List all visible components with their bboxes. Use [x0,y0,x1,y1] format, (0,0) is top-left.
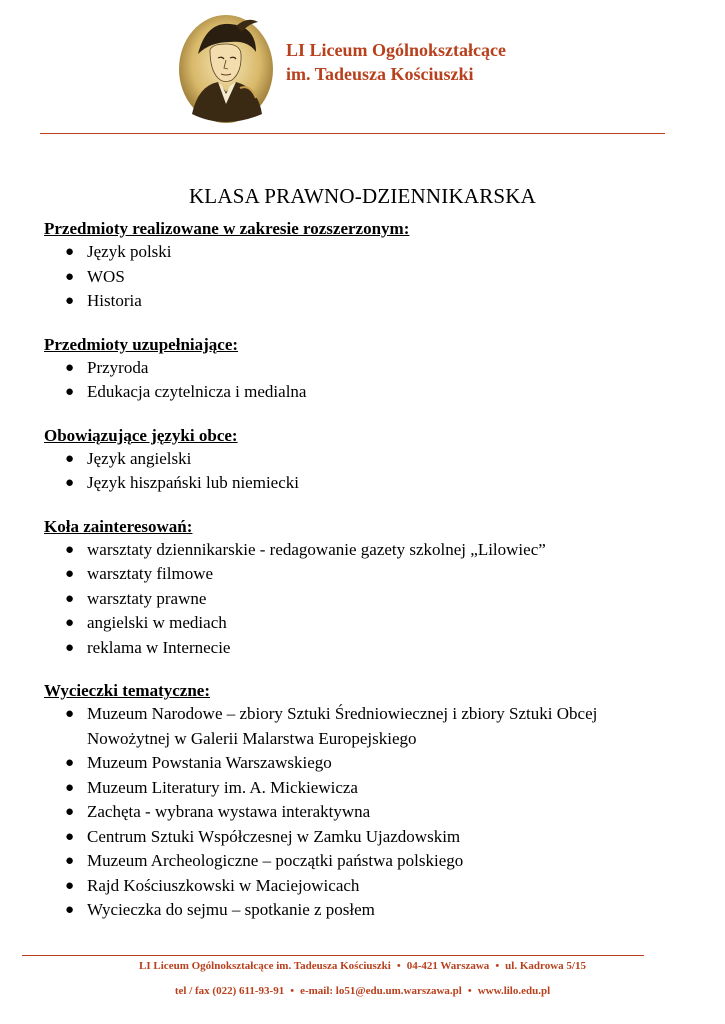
bullet-icon: ● [65,541,75,558]
list-item: ● warsztaty prawne [87,587,684,612]
list-item: ● Muzeum Literatury im. A. Mickiewicza [87,776,684,801]
bullet-icon: ● [65,359,75,376]
bullet-icon: ● [65,853,75,869]
bullet-icon: ● [65,755,75,771]
section-heading: Przedmioty uzupełniające: [44,334,239,354]
footer-postcode: 04-421 Warszawa [406,960,490,972]
list-item: ● Historia [87,289,684,314]
section-heading: Obowiązujące języki obce: [44,425,238,445]
footer-address [0,960,725,972]
school-name [286,38,506,86]
bullet-icon: ● [65,244,75,260]
list-item: ● Muzeum Powstania Warszawskiego [87,751,684,776]
list-item: ● Edukacja czytelnicza i medialna [87,380,684,405]
footer-phone: tel / fax (022) 611-93-91 [174,985,285,997]
footer-email[interactable]: e-mail: lo51@edu.um.warszawa.pl [300,985,462,997]
separator-dot: • [290,985,295,997]
school-name-line1: LI Liceum Ogólnokształcące [286,40,506,60]
bullet-icon: ● [65,902,75,918]
list-item: ● WOS [87,265,684,290]
footer-divider [22,955,644,956]
section-thematic-trips [44,680,684,923]
list-item: ● Wycieczka do sejmu – spotkanie z posłem [87,898,684,923]
bullet-icon: ● [65,877,75,894]
list-item: ● Zachęta - wybrana wystawa interaktywna [87,800,684,825]
section-interest-clubs [44,516,684,661]
bullet-icon: ● [65,475,75,491]
bullet-icon: ● [65,590,75,607]
list-item: ● reklama w Internecie [87,636,684,661]
bullet-icon: ● [65,566,75,582]
section-extended-subjects [44,218,684,314]
bullet-list [44,356,684,405]
section-heading: Koła zainteresowań: [44,516,193,536]
separator-dot: • [495,960,500,972]
school-name-line2: im. Tadeusza Kościuszki [286,64,474,84]
section-foreign-languages [44,425,684,496]
list-item: ● Centrum Sztuki Współczesnej w Zamku Ujazdowskim [87,825,684,850]
bullet-icon: ● [65,615,75,631]
bullet-icon: ● [65,639,75,656]
kosciuszko-portrait-icon [178,14,274,124]
bullet-icon: ● [65,450,75,467]
list-item: ● warsztaty filmowe [87,562,684,587]
list-item: ● Język hiszpański lub niemiecki [87,471,684,496]
section-supplementary-subjects [44,334,684,405]
bullet-list [44,538,684,661]
page-title: KLASA PRAWNO-DZIENNIKARSKA [188,184,537,209]
list-item: ● Muzeum Narodowe – zbiory Sztuki Średniowiecznej i zbiory Sztuki Obcej Nowożytnej w Galerii Malarstwa Europejskiego [65,704,598,748]
list-item: ● Przyroda [87,356,684,381]
separator-dot: • [396,960,401,972]
list-item: ● Rajd Kościuszkowski w Maciejowicach [87,874,684,899]
bullet-icon: ● [65,384,75,400]
list-item: ● warsztaty dziennikarskie - redagowanie gazety szkolnej „Lilowiec” [87,538,684,563]
bullet-icon: ● [65,706,75,722]
footer-website[interactable]: www.lilo.edu.pl [477,985,551,997]
list-item: ● angielski w mediach [87,611,684,636]
bullet-icon: ● [65,779,75,796]
bullet-list [44,447,684,496]
document-header [0,0,725,140]
footer-school: LI Liceum Ogólnokształcące im. Tadeusza Kościuszki [139,960,391,972]
footer-contact [0,985,725,997]
bullet-icon: ● [65,804,75,820]
document-body [44,218,684,943]
section-heading: Przedmioty realizowane w zakresie rozszerzonym: [44,219,410,238]
bullet-icon: ● [65,293,75,309]
bullet-icon: ● [65,828,75,845]
bullet-icon: ● [65,268,75,285]
list-item: ● Język angielski [87,447,684,472]
separator-dot: • [467,985,472,997]
list-item: ● Muzeum Archeologiczne – początki państwa polskiego [87,849,684,874]
header-divider [40,133,665,134]
footer-street: ul. Kadrowa 5/15 [505,960,586,972]
bullet-list [44,240,684,314]
section-heading: Wycieczki tematyczne: [44,681,210,700]
list-item: ● Język polski [87,240,684,265]
bullet-list [44,702,684,923]
